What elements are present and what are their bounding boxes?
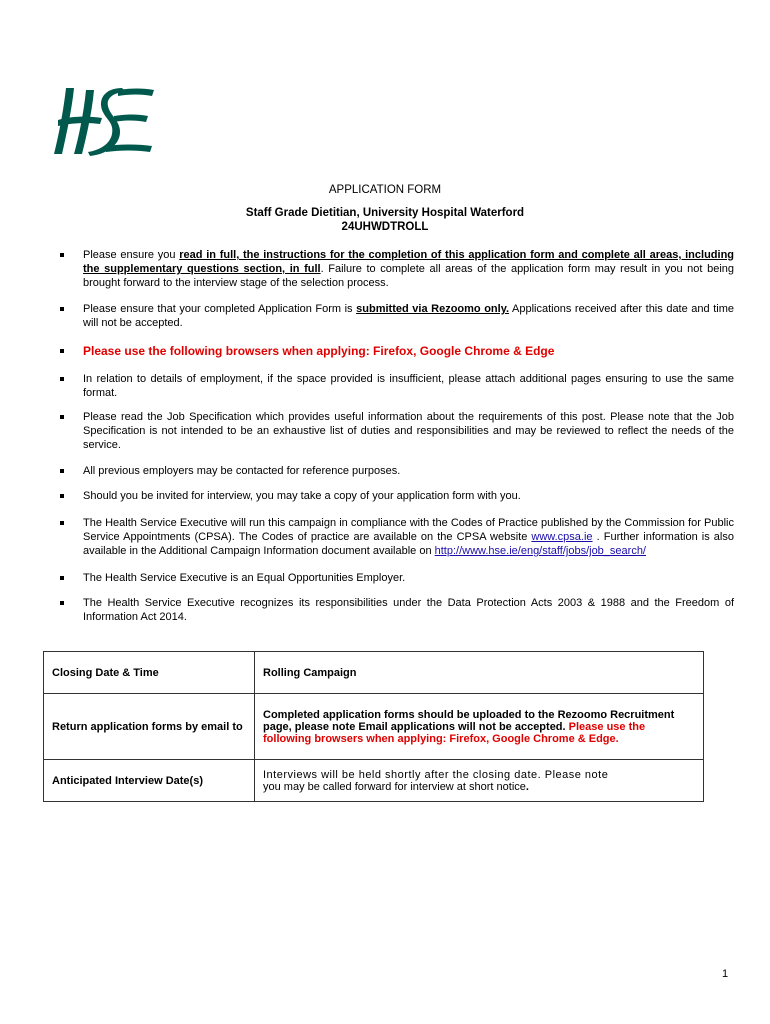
list-item: Please read the Job Specification which provides useful information about the requirements of this post. Please note that the Job Specification is not intended to be an exhaustive list of duties and responsibilities and may be reviewed to reflect the needs of the service. xyxy=(60,410,734,452)
hse-logo xyxy=(52,82,156,158)
campaign-details-table xyxy=(43,651,704,802)
list-item: The Health Service Executive is an Equal Opportunities Employer. xyxy=(60,571,734,585)
square-bullet-icon xyxy=(60,494,64,498)
hse-jobs-link[interactable]: http://www.hse.ie/eng/staff/jobs/job_search/ xyxy=(434,545,646,557)
list-item: The Health Service Executive recognizes its responsibilities under the Data Protection Acts 2003 & 1988 and the Freedom of Information Act 2014. xyxy=(60,596,734,624)
square-bullet-icon xyxy=(60,576,64,580)
return-forms-value: Completed application forms should be uploaded to the Rezoomo Recruitment page, please note Email applications will not be accepted. Please use the following browsers when applying: Firefox, Google Chrome & Edge. xyxy=(255,694,704,760)
interview-date-value: Interviews will be held shortly after the closing date. Please note you may be called forward for interview at short notice. xyxy=(255,760,704,802)
closing-date-value: Rolling Campaign xyxy=(255,652,704,694)
position-title: Staff Grade Dietitian, University Hospital Waterford xyxy=(245,207,525,219)
list-item: Please use the following browsers when applying: Firefox, Google Chrome & Edge xyxy=(60,344,734,358)
interview-date-label: Anticipated Interview Date(s) xyxy=(44,760,255,802)
square-bullet-icon xyxy=(60,377,64,381)
table-row xyxy=(44,760,704,802)
list-item: All previous employers may be contacted for reference purposes. xyxy=(60,464,734,478)
table-row xyxy=(44,694,704,760)
list-item: Please ensure you read in full, the instructions for the completion of this application form and complete all areas, including the supplementary questions section, in full. Failure to complete all areas of the application form may result in you not being brought forward to the interview stage of the selection process. xyxy=(60,248,734,290)
square-bullet-icon xyxy=(60,253,64,257)
list-item: The Health Service Executive will run this campaign in compliance with the Codes of Practice published by the Commission for Public Service Appointments (CPSA). The Codes of practice are available on the CPSA website www.cpsa.ie . Further information is also available in the Additional Campaign Information document available on http://www.hse.ie/eng/staff/jobs/job_search/ xyxy=(60,516,734,558)
square-bullet-icon xyxy=(60,307,64,311)
campaign-code: 24UHWDTROLL xyxy=(341,221,429,233)
list-item: In relation to details of employment, if the space provided is insufficient, please attach additional pages ensuring to use the same format. xyxy=(60,372,734,400)
form-title: APPLICATION FORM xyxy=(328,184,442,196)
square-bullet-icon xyxy=(60,521,64,525)
table-row xyxy=(44,652,704,694)
instructions-list xyxy=(60,248,734,624)
list-item: Please ensure that your completed Application Form is submitted via Rezoomo only. Applications received after this date and time will not be accepted. xyxy=(60,302,734,330)
square-bullet-icon xyxy=(60,469,64,473)
closing-date-label: Closing Date & Time xyxy=(44,652,255,694)
return-forms-label: Return application forms by email to xyxy=(44,694,255,760)
square-bullet-icon xyxy=(60,415,64,419)
page-number: 1 xyxy=(722,968,729,980)
square-bullet-icon xyxy=(60,601,64,605)
list-item: Should you be invited for interview, you may take a copy of your application form with you. xyxy=(60,489,734,503)
square-bullet-icon xyxy=(60,349,64,353)
cpsa-link[interactable]: www.cpsa.ie xyxy=(531,531,593,543)
